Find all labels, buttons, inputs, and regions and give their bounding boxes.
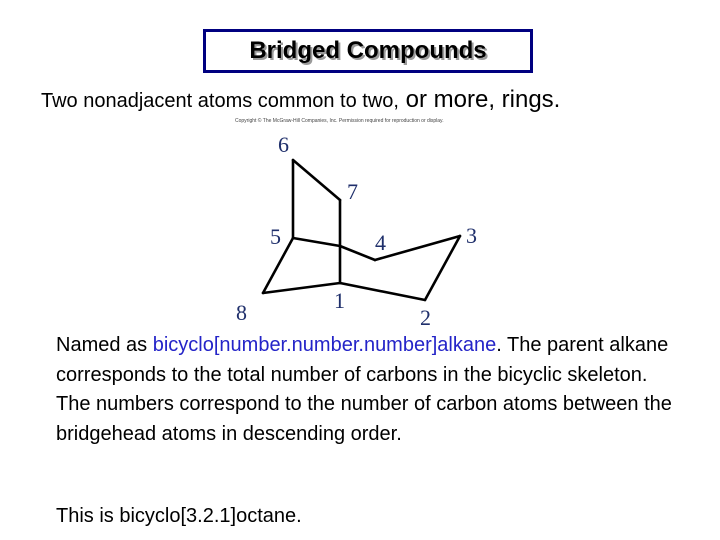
atom-label-8: 8 [236,300,247,325]
bond-4-3 [375,236,460,260]
bond-5-4b [340,246,375,260]
bond-6-7 [293,160,340,200]
atom-label-5: 5 [270,224,281,249]
para-rest: . The parent alkane corresponds to the total number of carbons in the bicyclic skeleton. The numbers correspond to the number of carbon atoms between the bridgehead atoms in descending order. [56,334,672,445]
bond-1-2 [340,283,425,300]
atom-label-2: 2 [420,305,431,328]
slide-title: Bridged Compounds [249,37,487,64]
bicyclooctane-structure-diagram [230,128,500,328]
atom-label-6: 6 [278,132,289,157]
bond-8-1 [263,283,340,293]
example-conclusion: This is bicyclo[3.2.1]octane. [56,505,302,527]
atom-label-1: 1 [334,288,345,313]
subtitle-part-1: Two nonadjacent atoms common to two, [41,90,399,112]
copyright-notice: Copyright © The McGraw-Hill Companies, Inc. Permission required for reproduction or display. [235,118,444,124]
bond-5-4 [293,238,340,246]
subtitle [41,86,681,114]
para-highlight: bicyclo[number.number.number]alkane [152,334,497,356]
para-prefix: Named as [56,334,153,356]
title-box [203,29,533,73]
atom-label-3: 3 [466,223,477,248]
atom-label-7: 7 [347,179,358,204]
atom-label-4: 4 [375,230,386,255]
naming-explanation [56,331,686,449]
subtitle-part-2: or more, rings. [398,86,561,113]
